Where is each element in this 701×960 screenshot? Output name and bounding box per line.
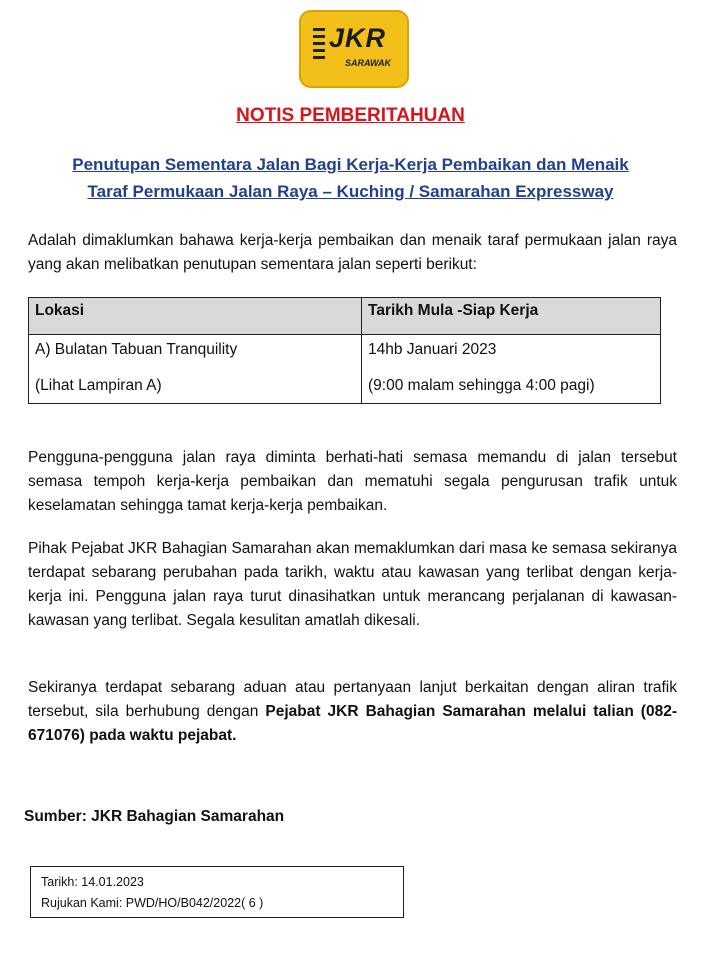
notice-subtitle <box>20 151 681 205</box>
table-row <box>29 335 661 404</box>
contact-text: Sekiranya terdapat sebarang aduan atau pertanyaan lanjut berkaitan dengan aliran trafik tersebut, sila berhubung dengan <box>28 679 677 720</box>
source-line: Sumber: JKR Bahagian Samarahan <box>24 808 285 825</box>
closure-table <box>28 297 661 404</box>
contact-paragraph <box>28 676 677 748</box>
intro-paragraph: Adalah dimaklumkan bahawa kerja-kerja pembaikan dan menaik taraf permukaan jalan raya yang akan melibatkan penutupan sementara jalan seperti berikut: <box>28 232 677 273</box>
location-note: (Lihat Lampiran A) <box>35 377 162 394</box>
logo-subtext: SARAWAK <box>345 58 392 68</box>
contact-bold: Pejabat JKR Bahagian Samarahan melalui talian (082-671076) pada waktu pejabat. <box>28 703 677 744</box>
jkr-logo <box>299 10 409 88</box>
subtitle-line-2: Taraf Permukaan Jalan Raya – Kuching / Samarahan Expressway <box>87 182 614 201</box>
cell-location <box>29 335 362 404</box>
header-date: Tarikh Mula -Siap Kerja <box>362 298 661 335</box>
caution-paragraph: Pengguna-pengguna jalan raya diminta berhati-hati semasa memandu di jalan tersebut semasa tempoh kerja-kerja pembaikan dan mematuhi segala pengurusan trafik untuk keselamatan sehingga tamat kerja-kerja pembaikan. <box>28 449 677 514</box>
update-paragraph: Pihak Pejabat JKR Bahagian Samarahan akan memaklumkan dari masa ke semasa sekiranya terdapat sebarang perubahan pada tarikh, waktu atau kawasan yang terlibat dengan kerja-kerja ini. Pengguna jalan raya turut dinasihatkan untuk merancang perjalanan di kawasan-kawasan yang terlibat. Segala kesulitan amatlah dikesali. <box>28 540 677 629</box>
subtitle-line-1: Penutupan Sementara Jalan Bagi Kerja-Kerja Pembaikan dan Menaik <box>72 155 629 174</box>
header-location: Lokasi <box>29 298 362 335</box>
cell-date <box>362 335 661 404</box>
logo-text: JKR <box>329 23 387 53</box>
reference-box <box>30 866 404 918</box>
reference-date: Tarikh: 14.01.2023 <box>41 875 144 889</box>
location-name: A) Bulatan Tabuan Tranquility <box>35 341 238 358</box>
table-header-row <box>29 298 661 335</box>
logo-bars-icon <box>313 28 325 63</box>
notice-title: NOTIS PEMBERITAHUAN <box>236 105 465 126</box>
work-date: 14hb Januari 2023 <box>368 341 497 358</box>
work-time: (9:00 malam sehingga 4:00 pagi) <box>368 377 595 394</box>
reference-number: Rujukan Kami: PWD/HO/B042/2022( 6 ) <box>41 896 264 910</box>
